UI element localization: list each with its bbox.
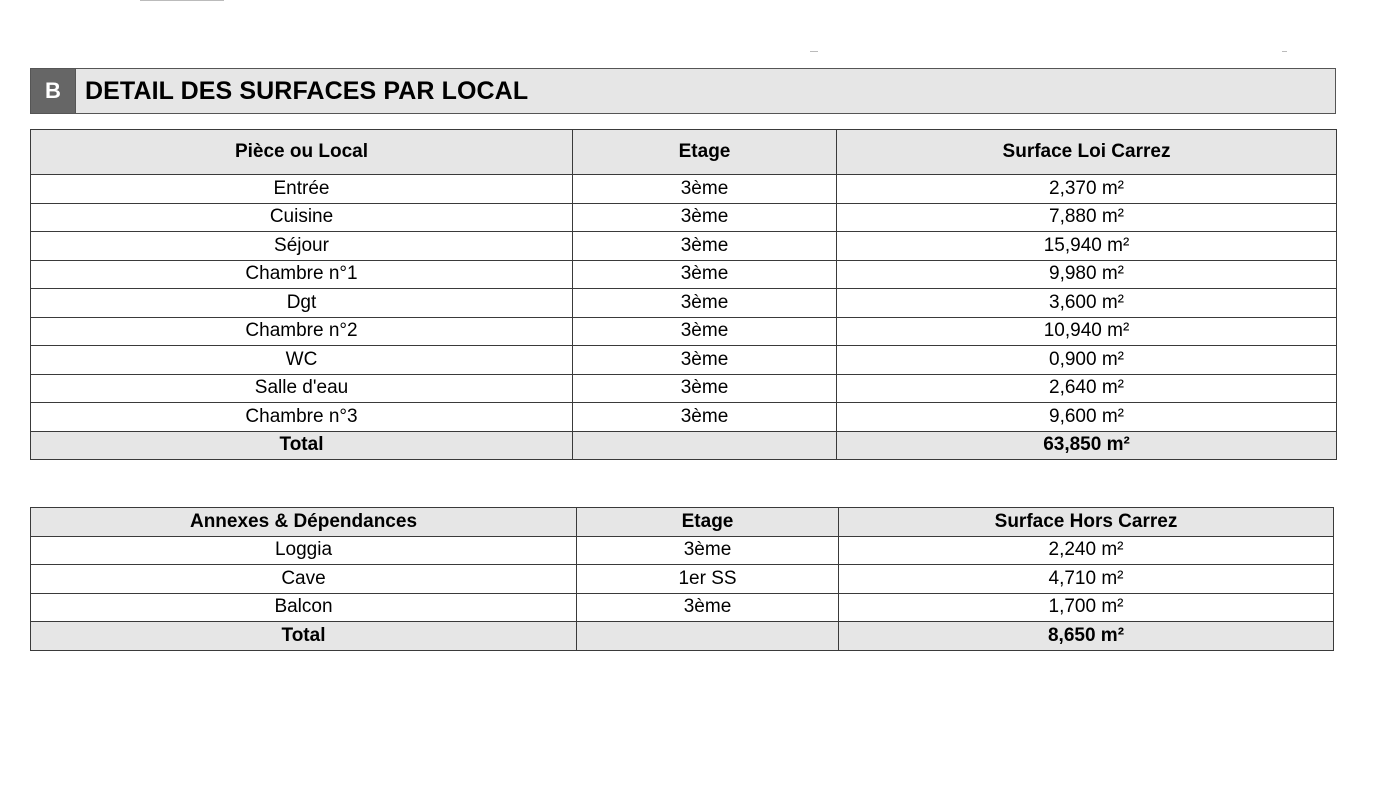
total-row xyxy=(31,431,1337,460)
column-header-etage: Etage xyxy=(573,130,837,175)
cell-piece: Chambre n°3 xyxy=(31,403,573,432)
annexes-surface-table xyxy=(30,507,1334,651)
section-letter-badge: B xyxy=(31,69,76,113)
table-row xyxy=(31,260,1337,289)
column-header-piece: Pièce ou Local xyxy=(31,130,573,175)
cell-surface: 15,940 m² xyxy=(837,232,1337,261)
column-header-etage: Etage xyxy=(577,508,839,537)
cell-etage: 3ème xyxy=(573,403,837,432)
cell-etage: 3ème xyxy=(573,317,837,346)
table-row xyxy=(31,175,1337,204)
table-row xyxy=(31,203,1337,232)
table-row xyxy=(31,593,1334,622)
cell-etage: 3ème xyxy=(573,346,837,375)
cell-surface: 4,710 m² xyxy=(839,565,1334,594)
scan-artifact xyxy=(810,51,818,52)
cell-surface: 10,940 m² xyxy=(837,317,1337,346)
cell-surface: 2,640 m² xyxy=(837,374,1337,403)
cell-piece: Entrée xyxy=(31,175,573,204)
cell-etage: 3ème xyxy=(573,260,837,289)
cell-etage: 3ème xyxy=(577,536,839,565)
cell-piece: Chambre n°2 xyxy=(31,317,573,346)
cell-etage: 3ème xyxy=(573,175,837,204)
cell-etage: 3ème xyxy=(573,203,837,232)
cell-surface: 1,700 m² xyxy=(839,593,1334,622)
cell-etage: 3ème xyxy=(573,374,837,403)
table-row xyxy=(31,374,1337,403)
total-etage xyxy=(577,622,839,651)
cell-surface: 9,980 m² xyxy=(837,260,1337,289)
cell-piece: Séjour xyxy=(31,232,573,261)
cell-piece: Balcon xyxy=(31,593,577,622)
cell-surface: 3,600 m² xyxy=(837,289,1337,318)
table-row xyxy=(31,232,1337,261)
cell-piece: Chambre n°1 xyxy=(31,260,573,289)
cell-piece: Cave xyxy=(31,565,577,594)
cell-etage: 3ème xyxy=(577,593,839,622)
column-header-surface: Surface Hors Carrez xyxy=(839,508,1334,537)
cell-etage: 3ème xyxy=(573,289,837,318)
cell-piece: WC xyxy=(31,346,573,375)
table-row xyxy=(31,346,1337,375)
cell-surface: 7,880 m² xyxy=(837,203,1337,232)
table-row xyxy=(31,289,1337,318)
cell-surface: 2,370 m² xyxy=(837,175,1337,204)
cell-etage: 1er SS xyxy=(577,565,839,594)
total-etage xyxy=(573,431,837,460)
cell-piece: Loggia xyxy=(31,536,577,565)
table-row xyxy=(31,317,1337,346)
total-label: Total xyxy=(31,431,573,460)
cell-surface: 9,600 m² xyxy=(837,403,1337,432)
table-header-row xyxy=(31,508,1334,537)
cell-surface: 0,900 m² xyxy=(837,346,1337,375)
total-label: Total xyxy=(31,622,577,651)
column-header-surface: Surface Loi Carrez xyxy=(837,130,1337,175)
table-header-row xyxy=(31,130,1337,175)
cell-piece: Cuisine xyxy=(31,203,573,232)
cell-piece: Dgt xyxy=(31,289,573,318)
cell-etage: 3ème xyxy=(573,232,837,261)
total-row xyxy=(31,622,1334,651)
cell-piece: Salle d'eau xyxy=(31,374,573,403)
scan-artifact xyxy=(1282,51,1287,52)
carrez-surface-table xyxy=(30,129,1337,460)
section-header xyxy=(30,68,1336,114)
cell-surface: 2,240 m² xyxy=(839,536,1334,565)
total-surface: 63,850 m² xyxy=(837,431,1337,460)
section-title: DETAIL DES SURFACES PAR LOCAL xyxy=(85,76,529,105)
table-row xyxy=(31,565,1334,594)
table-row xyxy=(31,536,1334,565)
table-row xyxy=(31,403,1337,432)
total-surface: 8,650 m² xyxy=(839,622,1334,651)
scan-artifact xyxy=(140,0,224,1)
column-header-annexe: Annexes & Dépendances xyxy=(31,508,577,537)
